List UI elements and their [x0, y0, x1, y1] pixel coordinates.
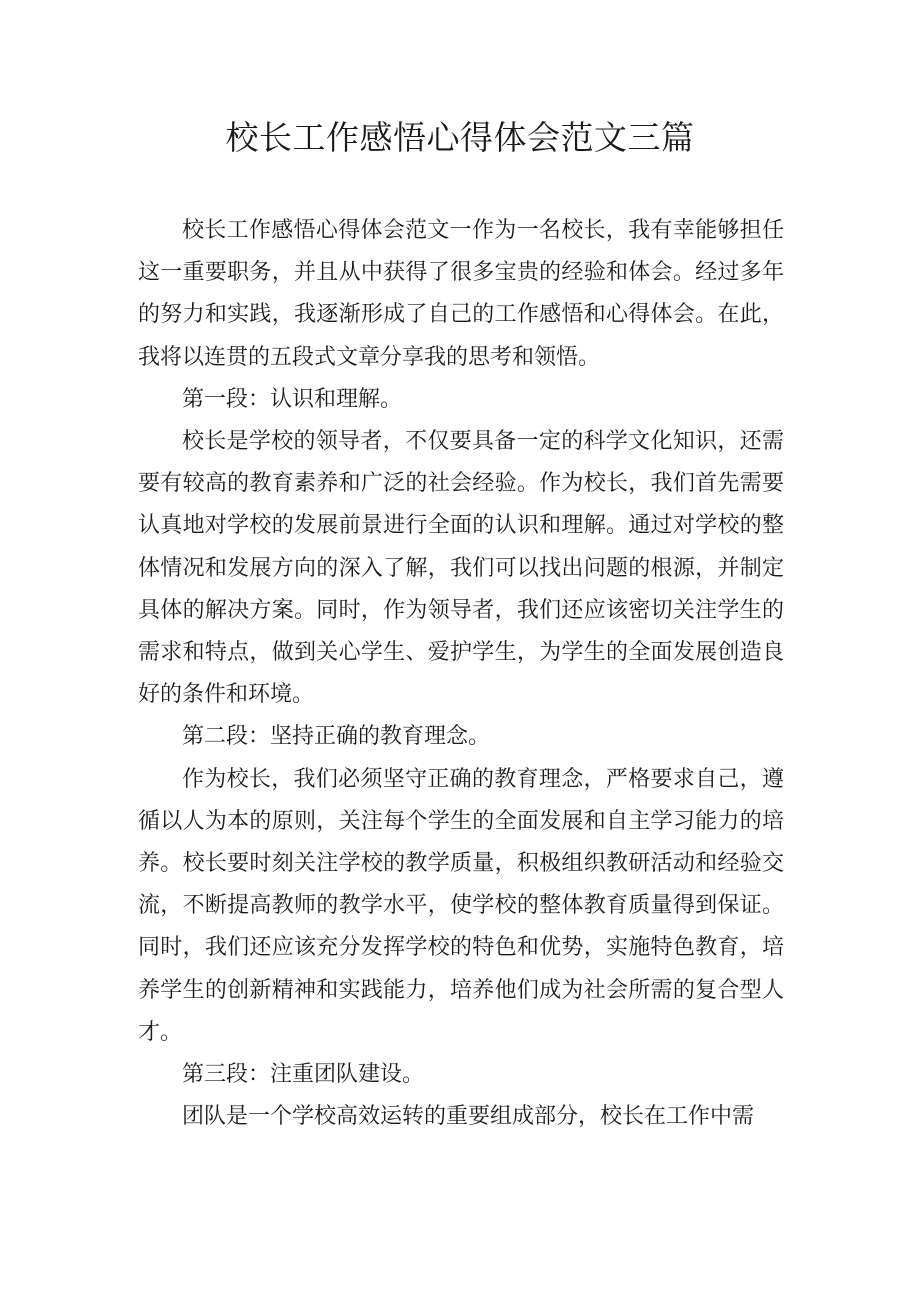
paragraph-section-1: 校长是学校的领导者，不仅要具备一定的科学文化知识，还需要有较高的教育素养和广泛的社会经验。作为校长，我们首先需要认真地对学校的发展前景进行全面的认识和理解。通过对学校的整体情况和发展方向的深入了解，我们可以找出问题的根源，并制定具体的解决方案。同时，作为领导者，我们还应该密切关注学生的需求和特点，做到关心学生、爱护学生，为学生的全面发展创造良好的条件和环境。: [138, 429, 784, 708]
paragraph-section-3: 团队是一个学校高效运转的重要组成部分，校长在工作中需: [182, 1104, 755, 1130]
section-heading-3: 第三段：注重团队建设。: [182, 1062, 425, 1088]
paragraph-intro: 校长工作感悟心得体会范文一作为一名校长，我有幸能够担任这一重要职务，并且从中获得了很多宝贵的经验和体会。经过多年的努力和实践，我逐渐形成了自己的工作感悟和心得体会。在此，我将以连贯的五段式文章分享我的思考和领悟。: [138, 218, 784, 370]
section-heading-1: 第一段：认识和理解。: [182, 386, 403, 412]
document-body: [138, 210, 784, 1138]
document-title: 校长工作感悟心得体会范文三篇: [225, 118, 695, 157]
section-heading-2: 第二段：坚持正确的教育理念。: [182, 724, 491, 750]
paragraph-section-2: 作为校长，我们必须坚守正确的教育理念，严格要求自己，遵循以人为本的原则，关注每个学生的全面发展和自主学习能力的培养。校长要时刻关注学校的教学质量，积极组织教研活动和经验交流，不断提高教师的教学水平，使学校的整体教育质量得到保证。同时，我们还应该充分发挥学校的特色和优势，实施特色教育，培养学生的创新精神和实践能力，培养他们成为社会所需的复合型人才。: [138, 766, 784, 1045]
